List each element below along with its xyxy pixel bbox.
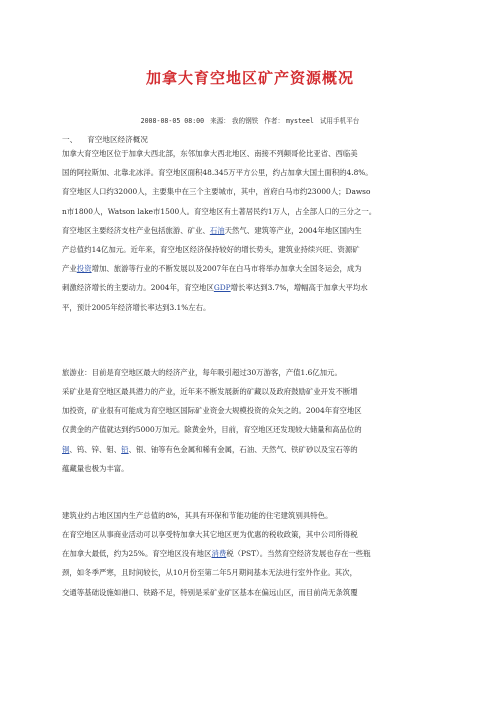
publish-date: 2008-08-05 08:00 bbox=[140, 117, 205, 125]
paragraph-construction bbox=[62, 506, 438, 525]
article-meta bbox=[62, 115, 438, 125]
text-line: 蕴藏量也极为丰富。 bbox=[62, 463, 129, 473]
text-line: 国的阿拉斯加、北靠北冰洋。育空地区面积48.345万平方公里，约占加拿大国土面积的4.8%。 bbox=[62, 168, 373, 178]
text-segment: 增加、旅游等行业的不断发展以及2007年在白马市将举办加拿大全国冬运会，成为 bbox=[91, 264, 362, 274]
paragraph-economy bbox=[62, 144, 438, 317]
source-label: 来源： bbox=[210, 117, 230, 125]
text-line bbox=[62, 544, 438, 563]
text-segment: 天然气、建筑等产业，2004年地区国内生 bbox=[224, 225, 362, 235]
text-line: 采矿业是育空地区最具潜力的产业，近年来不断发展新的矿藏以及政府鼓励矿业开发不断增 bbox=[62, 387, 358, 396]
text-line bbox=[62, 259, 438, 278]
text-segment: 刺激经济增长的主要动力。2004年，育空地区 bbox=[62, 283, 214, 293]
link-copper[interactable]: 铜 bbox=[62, 444, 70, 454]
text-segment: 育空地区主要经济支柱产业包括旅游、矿业、 bbox=[62, 225, 210, 235]
text-line: 平，预计2005年经济增长率达到3.1%左右。 bbox=[62, 302, 211, 312]
link-lead[interactable]: 铅 bbox=[121, 444, 129, 454]
link-oil[interactable]: 石油 bbox=[209, 225, 225, 235]
text-line: 颈，如冬季严寒，且时间较长，从10月份至第二年5月期间基本无法进行室外作业。其次， bbox=[62, 568, 357, 578]
link-consume[interactable]: 消费 bbox=[211, 549, 227, 559]
text-line: 仅黄金的产值就达到约5000万加元。除黄金外，目前，育空地区还发现较大储量和高品位的 bbox=[62, 425, 362, 435]
text-line: 在育空地区从事商业活动可以享受特加拿大其它地区更为优惠的税收政策，其中公司所得税 bbox=[62, 530, 358, 539]
text-line: 加拿大育空地区位于加拿大西北部，东邻加拿大西北地区、南接不列颠哥伦比亚省、西临美 bbox=[62, 149, 358, 158]
paragraph-mining bbox=[62, 382, 438, 478]
section-title: 育空地区经济概况 bbox=[87, 135, 148, 144]
text-segment: 增长率达到3.7%，增幅高于加拿大平均水 bbox=[230, 283, 368, 293]
text-line: 交通等基础设施如港口、铁路不足，特别是采矿业矿区基本在偏远山区，而目前尚无条筑覆 bbox=[62, 587, 358, 597]
text-line bbox=[62, 278, 438, 297]
link-invest[interactable]: 投资 bbox=[76, 264, 92, 274]
text-segment: 在加拿大最低，约为25%。育空地区没有地区 bbox=[62, 549, 212, 559]
text-line bbox=[62, 440, 438, 459]
author-label: 作者： bbox=[264, 117, 285, 125]
text-line bbox=[62, 221, 438, 240]
text-line: 建筑业约占地区国内生产总值的8%，其具有环保和节能功能的住宅建筑别具特色。 bbox=[62, 511, 333, 520]
section-number: 一、 bbox=[62, 135, 78, 144]
text-segment: 、钨、锌、钼、 bbox=[69, 444, 122, 454]
text-segment: 产业 bbox=[62, 264, 77, 274]
paragraph-tax bbox=[62, 525, 438, 602]
author-value: mysteel bbox=[286, 117, 314, 125]
text-segment: 税（PST）。当然育空经济发展也存在一些瓶 bbox=[226, 549, 371, 559]
trial-mobile-link[interactable]: 试用手机平台 bbox=[319, 117, 360, 125]
text-line: 加投资，矿业很有可能成为育空地区国际矿业资金大规模投资的众矢之的。2004年育空地区 bbox=[62, 406, 362, 416]
text-line: 育空地区人口约32000人，主要集中在三个主要城市，其中，首府白马市约23000人；Dawso bbox=[62, 187, 371, 197]
source-value: 我的钢铁 bbox=[231, 117, 259, 125]
link-gdp[interactable]: GDP bbox=[213, 283, 231, 293]
paragraph-tourism bbox=[62, 363, 438, 382]
text-line: 旅游业：目前是育空地区最大的经济产业，每年吸引超过30万游客，产值1.6亿加元。 bbox=[62, 368, 342, 377]
article-title: 加拿大育空地区矿产资源概况 bbox=[145, 69, 354, 87]
text-line: n市1800人，Watson lake市1500人。育空地区有土著居民约1万人，占全部人口的三分之一。 bbox=[62, 206, 377, 216]
text-line: 产总值约14亿加元。近年来，育空地区经济保持较好的增长势头，建筑业持续兴旺、资源矿 bbox=[62, 245, 360, 255]
text-segment: 、银、铀等有色金属和稀有金属，石油、天然气、铁矿砂以及宝石等的 bbox=[128, 444, 358, 454]
